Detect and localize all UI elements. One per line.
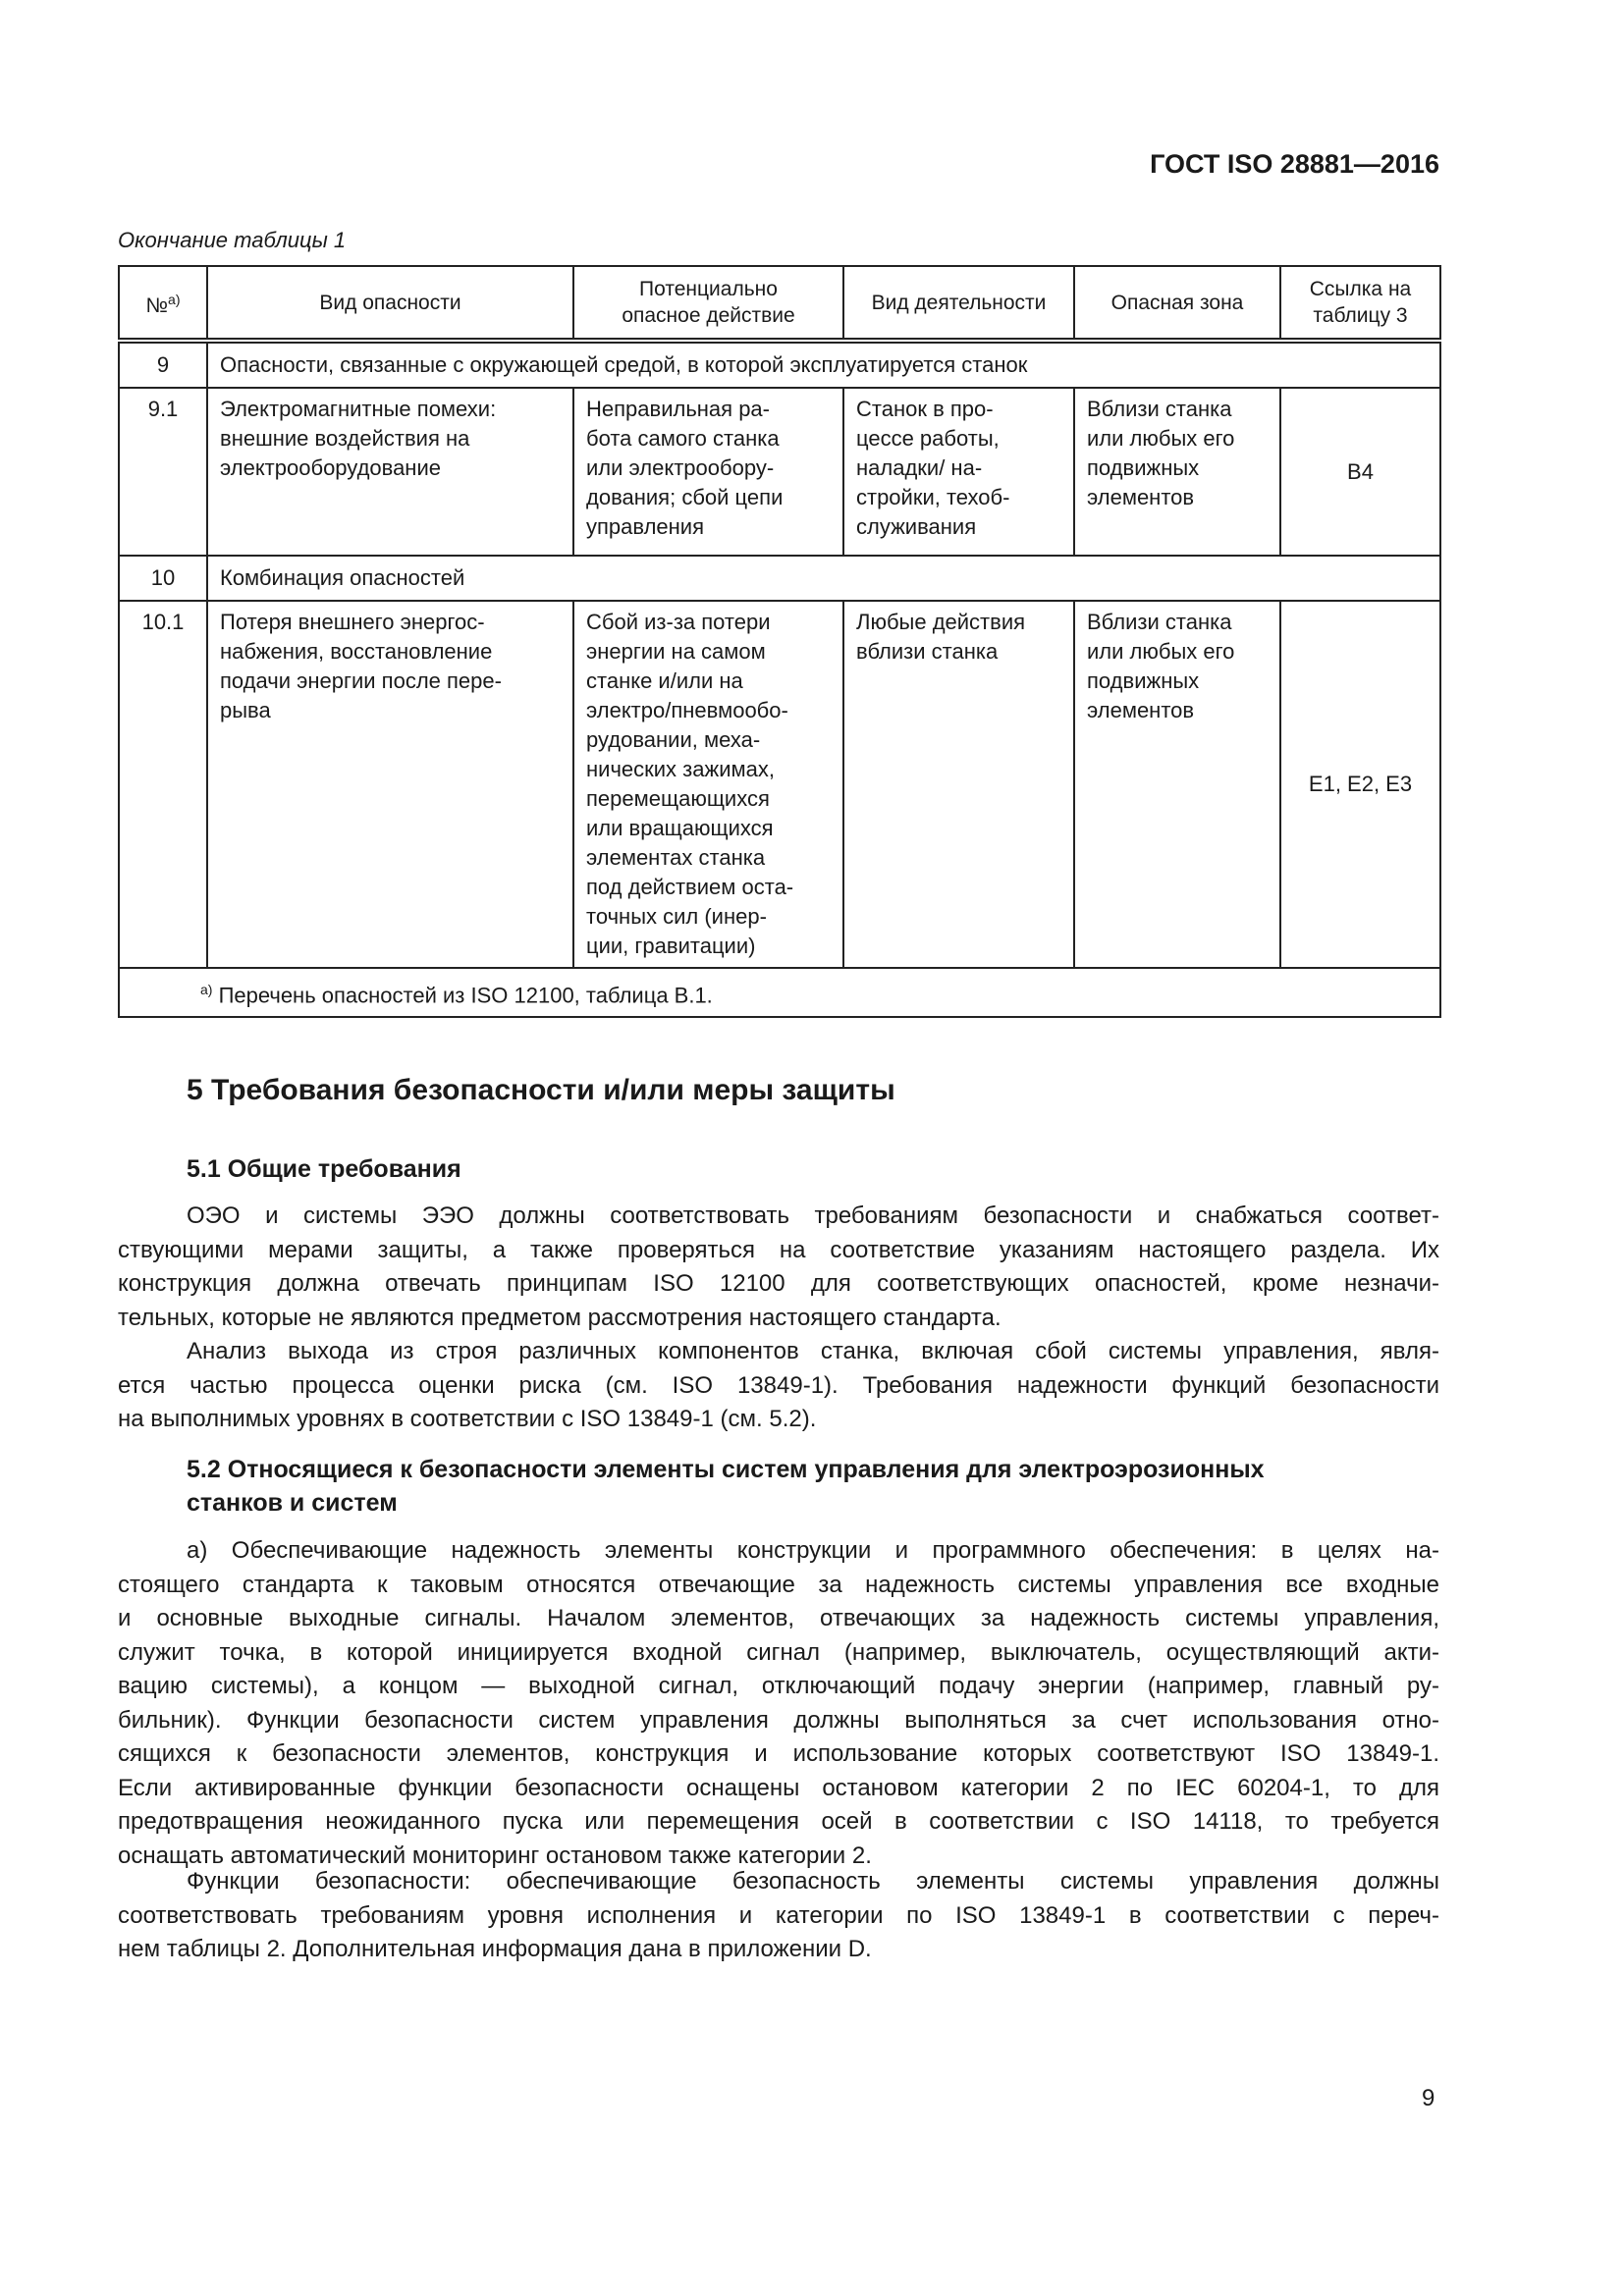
reference-cell: B4 (1280, 388, 1440, 556)
group-title: Опасности, связанные с окружающей средой, в которой эксплуатируется станок (207, 341, 1440, 388)
paragraph (118, 1534, 1439, 1873)
table-caption: Окончание таблицы 1 (118, 228, 347, 252)
column-header-hazard: Вид опасности (207, 266, 573, 341)
action-cell: Сбой из-за потери энергии на самом станке и/или на электро/пневмообо- рудовании, меха- нических зажимах, перемещающихся или вращающихся элементах станка под действием оста- точных сил (инер- ции, гравитации) (573, 601, 843, 968)
text-line: и основные выходные сигналы. Началом элементов, отвечающих за надежность системы управления, (118, 1605, 1439, 1631)
heading-line: станков и систем (187, 1489, 398, 1517)
table-row (119, 601, 1440, 968)
zone-cell: Вблизи станка или любых его подвижных элементов (1074, 601, 1280, 968)
hazard-table (118, 265, 1441, 1018)
action-cell: Неправильная ра- бота самого станка или электрообору- дования; сбой цепи управления (573, 388, 843, 556)
reference-cell: E1, E2, E3 (1280, 601, 1440, 968)
activity-cell: Любые действия вблизи станка (843, 601, 1074, 968)
text-line: Функции безопасности: обеспечивающие безопасность элементы системы управления должны (187, 1868, 1439, 1895)
text-line: соответствовать требованиям уровня исполнения и категории по ISO 13849-1 в соответствии с переч- (118, 1901, 1439, 1929)
text-line: сящихся к безопасности элементов, конструкция и использование которых соответствуют ISO 13849-1. (118, 1740, 1439, 1767)
table-group-row (119, 341, 1440, 388)
column-header-number: №$^{а)}$ (119, 266, 207, 341)
row-number: 9.1 (119, 388, 207, 556)
section-5-2-heading (187, 1453, 1265, 1520)
section-5-1-heading: 5.1 Общие требования (187, 1155, 461, 1183)
row-number: 9 (119, 341, 207, 388)
table-footnote: $^{а)}$ Перечень опасностей из ISO 12100, таблица B.1. (119, 968, 1440, 1017)
hazard-cell: Потеря внешнего энергос- набжения, восстановление подачи энергии после пере- рыва (207, 601, 573, 968)
hazard-cell: Электромагнитные помехи: внешние воздействия на электрооборудование (207, 388, 573, 556)
activity-cell: Станок в про- цессе работы, наладки/ на- стройки, техоб- служивания (843, 388, 1074, 556)
text-line: вацию системы), а концом — выходной сигнал, отключающий подачу энергии (например, главный ру- (118, 1673, 1439, 1699)
heading-line: 5.2 Относящиеся к безопасности элементы систем управления для электроэрозионных (187, 1456, 1265, 1483)
column-header-reference: Ссылка на таблицу 3 (1280, 266, 1440, 341)
table-row (119, 388, 1440, 556)
text-line: ствующими мерами защиты, а также проверяться на соответствие указаниям настоящего раздела. Их (118, 1236, 1439, 1263)
section-5-heading: 5 Требования безопасности и/или меры защиты (187, 1074, 895, 1106)
page-number: 9 (1422, 2085, 1435, 2111)
paragraph (118, 1200, 1439, 1335)
column-header-activity: Вид деятельности (843, 266, 1074, 341)
text-line: Анализ выхода из строя различных компонентов станка, включая сбой системы управления, явля- (187, 1338, 1439, 1364)
group-title: Комбинация опасностей (207, 556, 1440, 601)
text-line: ется частью процесса оценки риска (см. ISO 13849-1). Требования надежности функций безопасности (118, 1371, 1439, 1399)
table-group-row (119, 556, 1440, 601)
table-header-row (119, 266, 1440, 341)
paragraph (118, 1335, 1439, 1437)
column-header-action: Потенциально опасное действие (573, 266, 843, 341)
text-line: на выполнимых уровнях в соответствии с ISO 13849-1 (см. 5.2). (118, 1406, 817, 1432)
text-line: Если активированные функции безопасности оснащены остановом категории 2 по IEC 60204-1, то для (118, 1774, 1439, 1801)
column-header-zone: Опасная зона (1074, 266, 1280, 341)
text-line: конструкция должна отвечать принципам ISO 12100 для соответствующих опасностей, кроме незначи- (118, 1270, 1439, 1297)
row-number: 10.1 (119, 601, 207, 968)
document-id-header: ГОСТ ISO 28881—2016 (1150, 149, 1439, 179)
table-footnote-row (119, 968, 1440, 1017)
text-line: стоящего стандарта к таковым относятся отвечающие за надежность системы управления все входные (118, 1571, 1439, 1598)
text-line: бильник). Функции безопасности систем управления должны выполняться за счет использования отно- (118, 1706, 1439, 1734)
text-line: служит точка, в которой инициируется входной сигнал (например, выключатель, осуществляющий акти- (118, 1638, 1439, 1666)
text-line: ОЭО и системы ЭЭО должны соответствовать требованиям безопасности и снабжаться соответ- (187, 1202, 1439, 1229)
paragraph (118, 1865, 1439, 1967)
text-line: нем таблицы 2. Дополнительная информация дана в приложении D. (118, 1936, 872, 1962)
text-line: тельных, которые не являются предметом рассмотрения настоящего стандарта. (118, 1304, 1001, 1331)
text-line: предотвращения неожиданного пуска или перемещения осей в соответствии с ISO 14118, то требуется (118, 1808, 1439, 1835)
row-number: 10 (119, 556, 207, 601)
zone-cell: Вблизи станка или любых его подвижных элементов (1074, 388, 1280, 556)
text-line: оснащать автоматический мониторинг остановом также категории 2. (118, 1842, 872, 1869)
text-line: а) Обеспечивающие надежность элементы конструкции и программного обеспечения: в целях на- (187, 1537, 1439, 1564)
